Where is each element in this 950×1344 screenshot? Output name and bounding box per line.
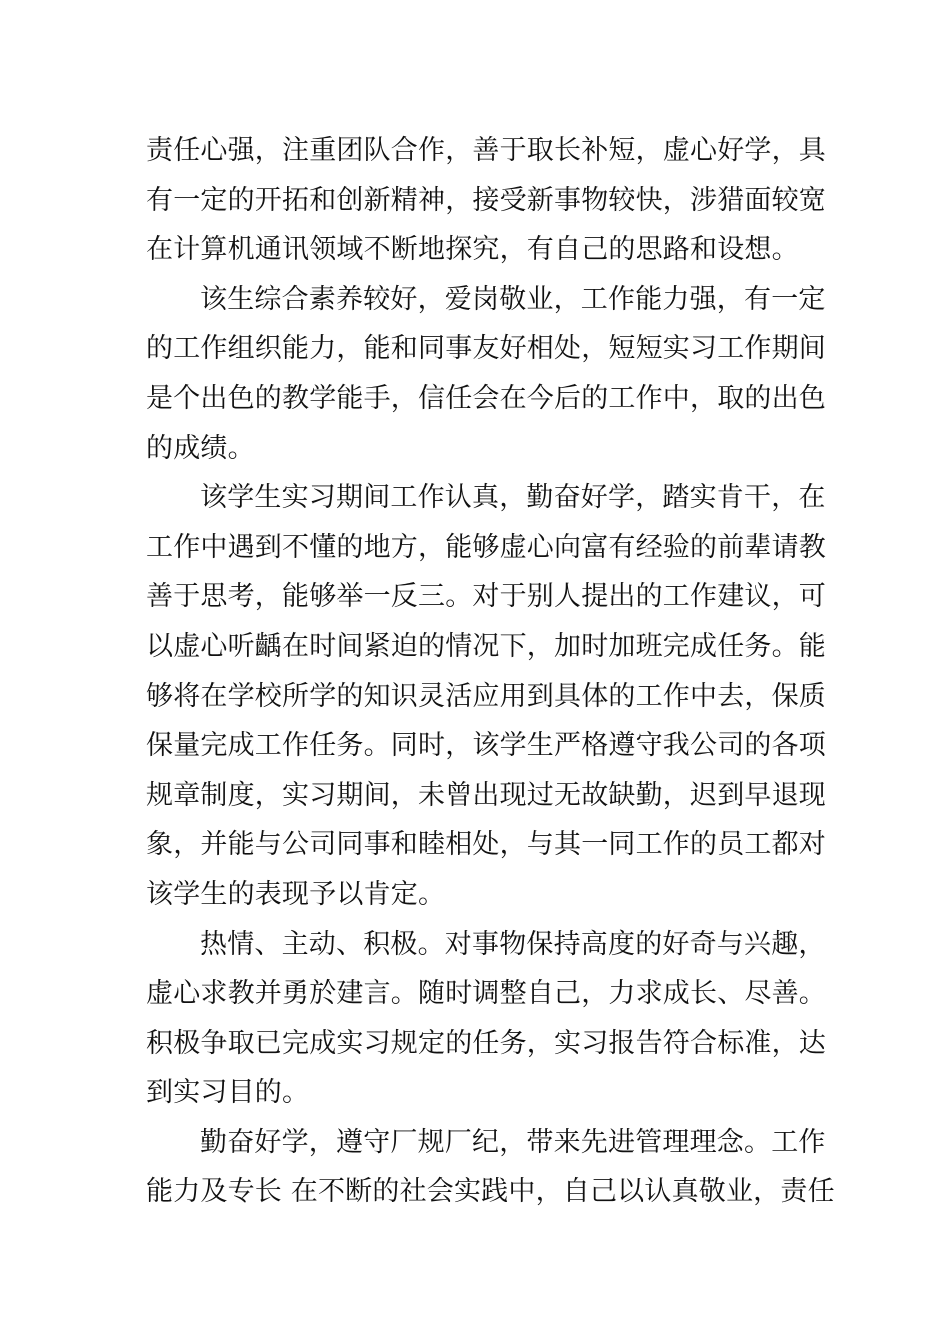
paragraph-first-line: 该学生实习期间工作认真，勤奋好学，踏实肯干，在: [200, 482, 826, 514]
paragraph-first-line: 该生综合素养较好，爱岗敬业，工作能力强，有一定: [200, 283, 826, 315]
paragraph-first-line: 勤奋好学，遵守厂规厂纪，带来先进管理理念。工作: [200, 1126, 826, 1158]
text-line: 到实习目的。: [146, 1077, 310, 1109]
paragraph-first-line: 热情、主动、积极。对事物保持高度的好奇与兴趣，: [200, 928, 826, 960]
text-line: 以虚心听齲在时间紧迫的情况下，加时加班完成任务。能: [146, 630, 826, 662]
text-line: 责任心强，注重团队合作，善于取长补短，虚心好学，具: [146, 135, 826, 166]
body-text: [146, 126, 835, 1217]
text-line: 的成绩。: [146, 432, 255, 464]
text-line: 规章制度，实习期间，未曾出现过无故缺勤，迟到早退现: [146, 779, 826, 811]
text-line: 的工作组织能力，能和同事友好相处，短短实习工作期间: [146, 333, 826, 365]
text-line: 工作中遇到不懂的地方，能够虚心向富有经验的前辈请教: [146, 531, 826, 563]
text-line: 善于思考，能够举一反三。对于别人提出的工作建议，可: [146, 581, 826, 613]
text-line: 是个出色的教学能手，信任会在今后的工作中，取的出色: [146, 382, 826, 414]
text-line: 有一定的开拓和创新精神，接受新事物较快，涉猎面较宽: [146, 184, 826, 216]
text-line: 象，并能与公司同事和睦相处，与其一同工作的员工都对: [146, 829, 826, 861]
text-line: 能力及专长 在不断的社会实践中，自己以认真敬业，责任: [146, 1176, 835, 1208]
text-line: 在计算机通讯领域不断地探究，有自己的思路和设想。: [146, 234, 799, 266]
text-line: 保量完成工作任务。同时，该学生严格遵守我公司的各项: [146, 730, 826, 762]
text-line: 虚心求教并勇於建言。随时调整自己，力求成长、尽善。: [146, 978, 826, 1010]
text-line: 该学生的表现予以肯定。: [146, 878, 446, 910]
text-line: 够将在学校所学的知识灵活应用到具体的工作中去，保质: [146, 680, 826, 712]
text-line: 积极争取已完成实习规定的任务，实习报告符合标准，达: [146, 1027, 826, 1059]
